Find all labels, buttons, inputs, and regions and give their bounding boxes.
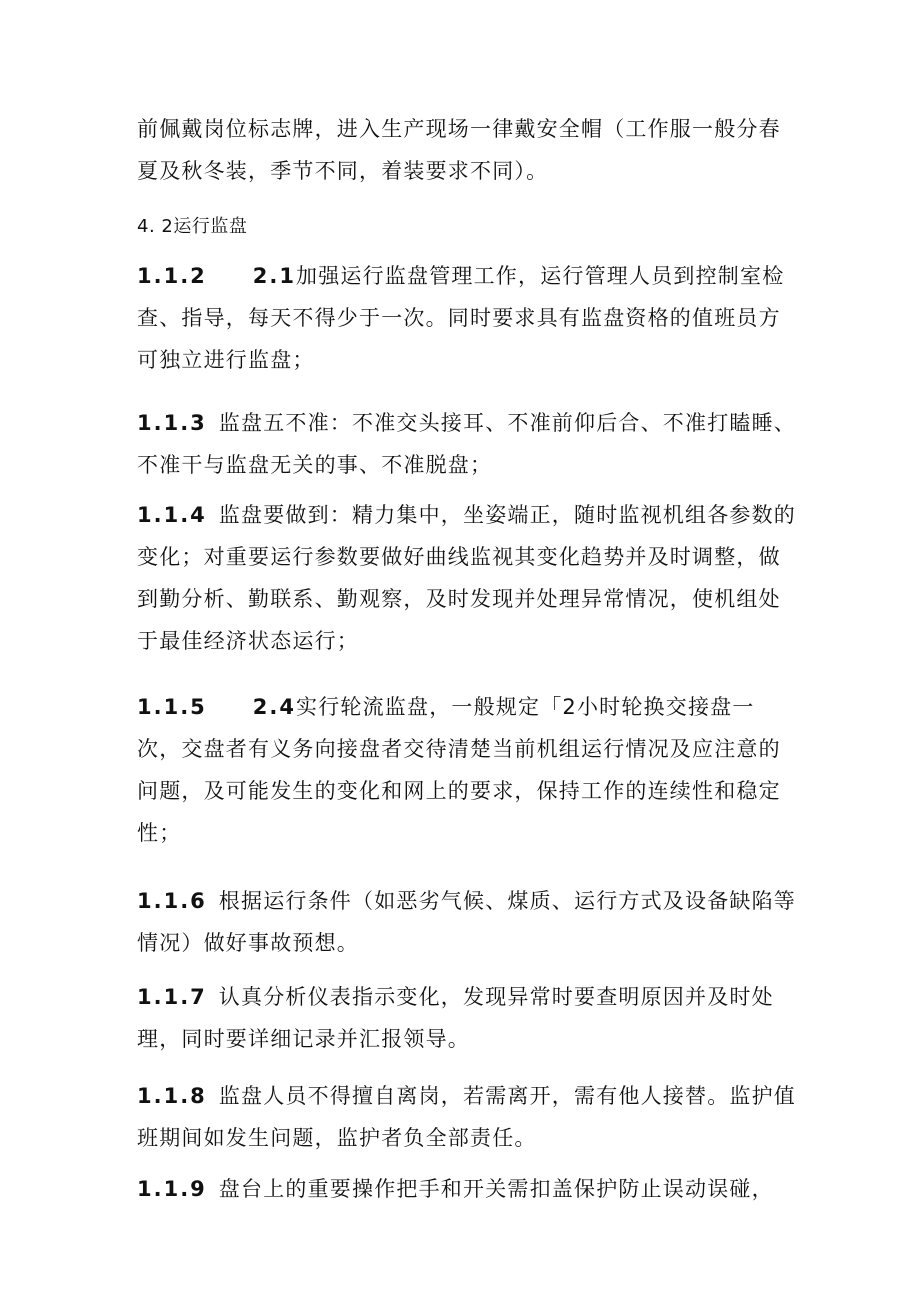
clause-number: 1.1.6 <box>137 889 207 913</box>
clause-text: 认真分析仪表指示变化，发现异常时要查明原因并及时处理，同时要详细记录并汇报领导。 <box>137 985 774 1051</box>
clause-number: 1.1.7 <box>137 985 207 1009</box>
clause-text: 监盘五不准：不准交头接耳、不准前仰后合、不准打瞌睡、不准干与监盘无关的事、不准脱盘； <box>137 411 796 477</box>
section-heading-4-2 <box>137 206 797 248</box>
clause-1-1-8 <box>137 1075 797 1159</box>
heading-text: 4. 2运行监盘 <box>137 216 248 237</box>
clause-subnumber: 2.1 <box>252 264 296 288</box>
paragraph-intro <box>137 108 797 192</box>
clause-1-1-2 <box>137 255 797 381</box>
clause-number: 1.1.2 <box>137 264 207 288</box>
clause-text: 监盘要做到：精力集中，坐姿端正，随时监视机组各参数的变化；对重要运行参数要做好曲线监视其变化趋势并及时调整，做到勤分析、勤联系、勤观察，及时发现并处理异常情况，使机组处于最佳经济状态运行； <box>137 503 796 653</box>
clause-number: 1.1.5 <box>137 695 207 719</box>
clause-number: 1.1.8 <box>137 1084 207 1108</box>
clause-subnumber: 2.4 <box>252 695 296 719</box>
paragraph-text: 前佩戴岗位标志牌，进入生产现场一律戴安全帽（工作服一般分春夏及秋冬装，季节不同，着装要求不同）。 <box>137 117 781 183</box>
clause-text: 盘台上的重要操作把手和开关需扣盖保护防止误动误碰， <box>218 1177 774 1201</box>
clause-1-1-6 <box>137 880 797 964</box>
clause-1-1-5 <box>137 686 797 854</box>
clause-text: 监盘人员不得擅自离岗，若需离开，需有他人接替。监护值班期间如发生问题，监护者负全部责任。 <box>137 1084 796 1150</box>
clause-number: 1.1.4 <box>137 503 207 527</box>
clause-text: 实行轮流监盘，一般规定「2小时轮换交接盘一次，交盘者有义务向接盘者交待清楚当前机组运行情况及应注意的问题，及可能发生的变化和网上的要求，保持工作的连续性和稳定性； <box>137 695 781 845</box>
clause-number: 1.1.3 <box>137 411 207 435</box>
clause-text: 加强运行监盘管理工作，运行管理人员到控制室检查、指导，每天不得少于一次。同时要求具有监盘资格的值班员方可独立进行监盘； <box>137 264 785 372</box>
clause-1-1-3 <box>137 402 797 486</box>
clause-number: 1.1.9 <box>137 1177 207 1201</box>
clause-text: 根据运行条件（如恶劣气候、煤质、运行方式及设备缺陷等情况）做好事故预想。 <box>137 889 796 955</box>
clause-1-1-4 <box>137 494 797 662</box>
clause-1-1-7 <box>137 976 797 1060</box>
clause-1-1-9 <box>137 1168 797 1210</box>
